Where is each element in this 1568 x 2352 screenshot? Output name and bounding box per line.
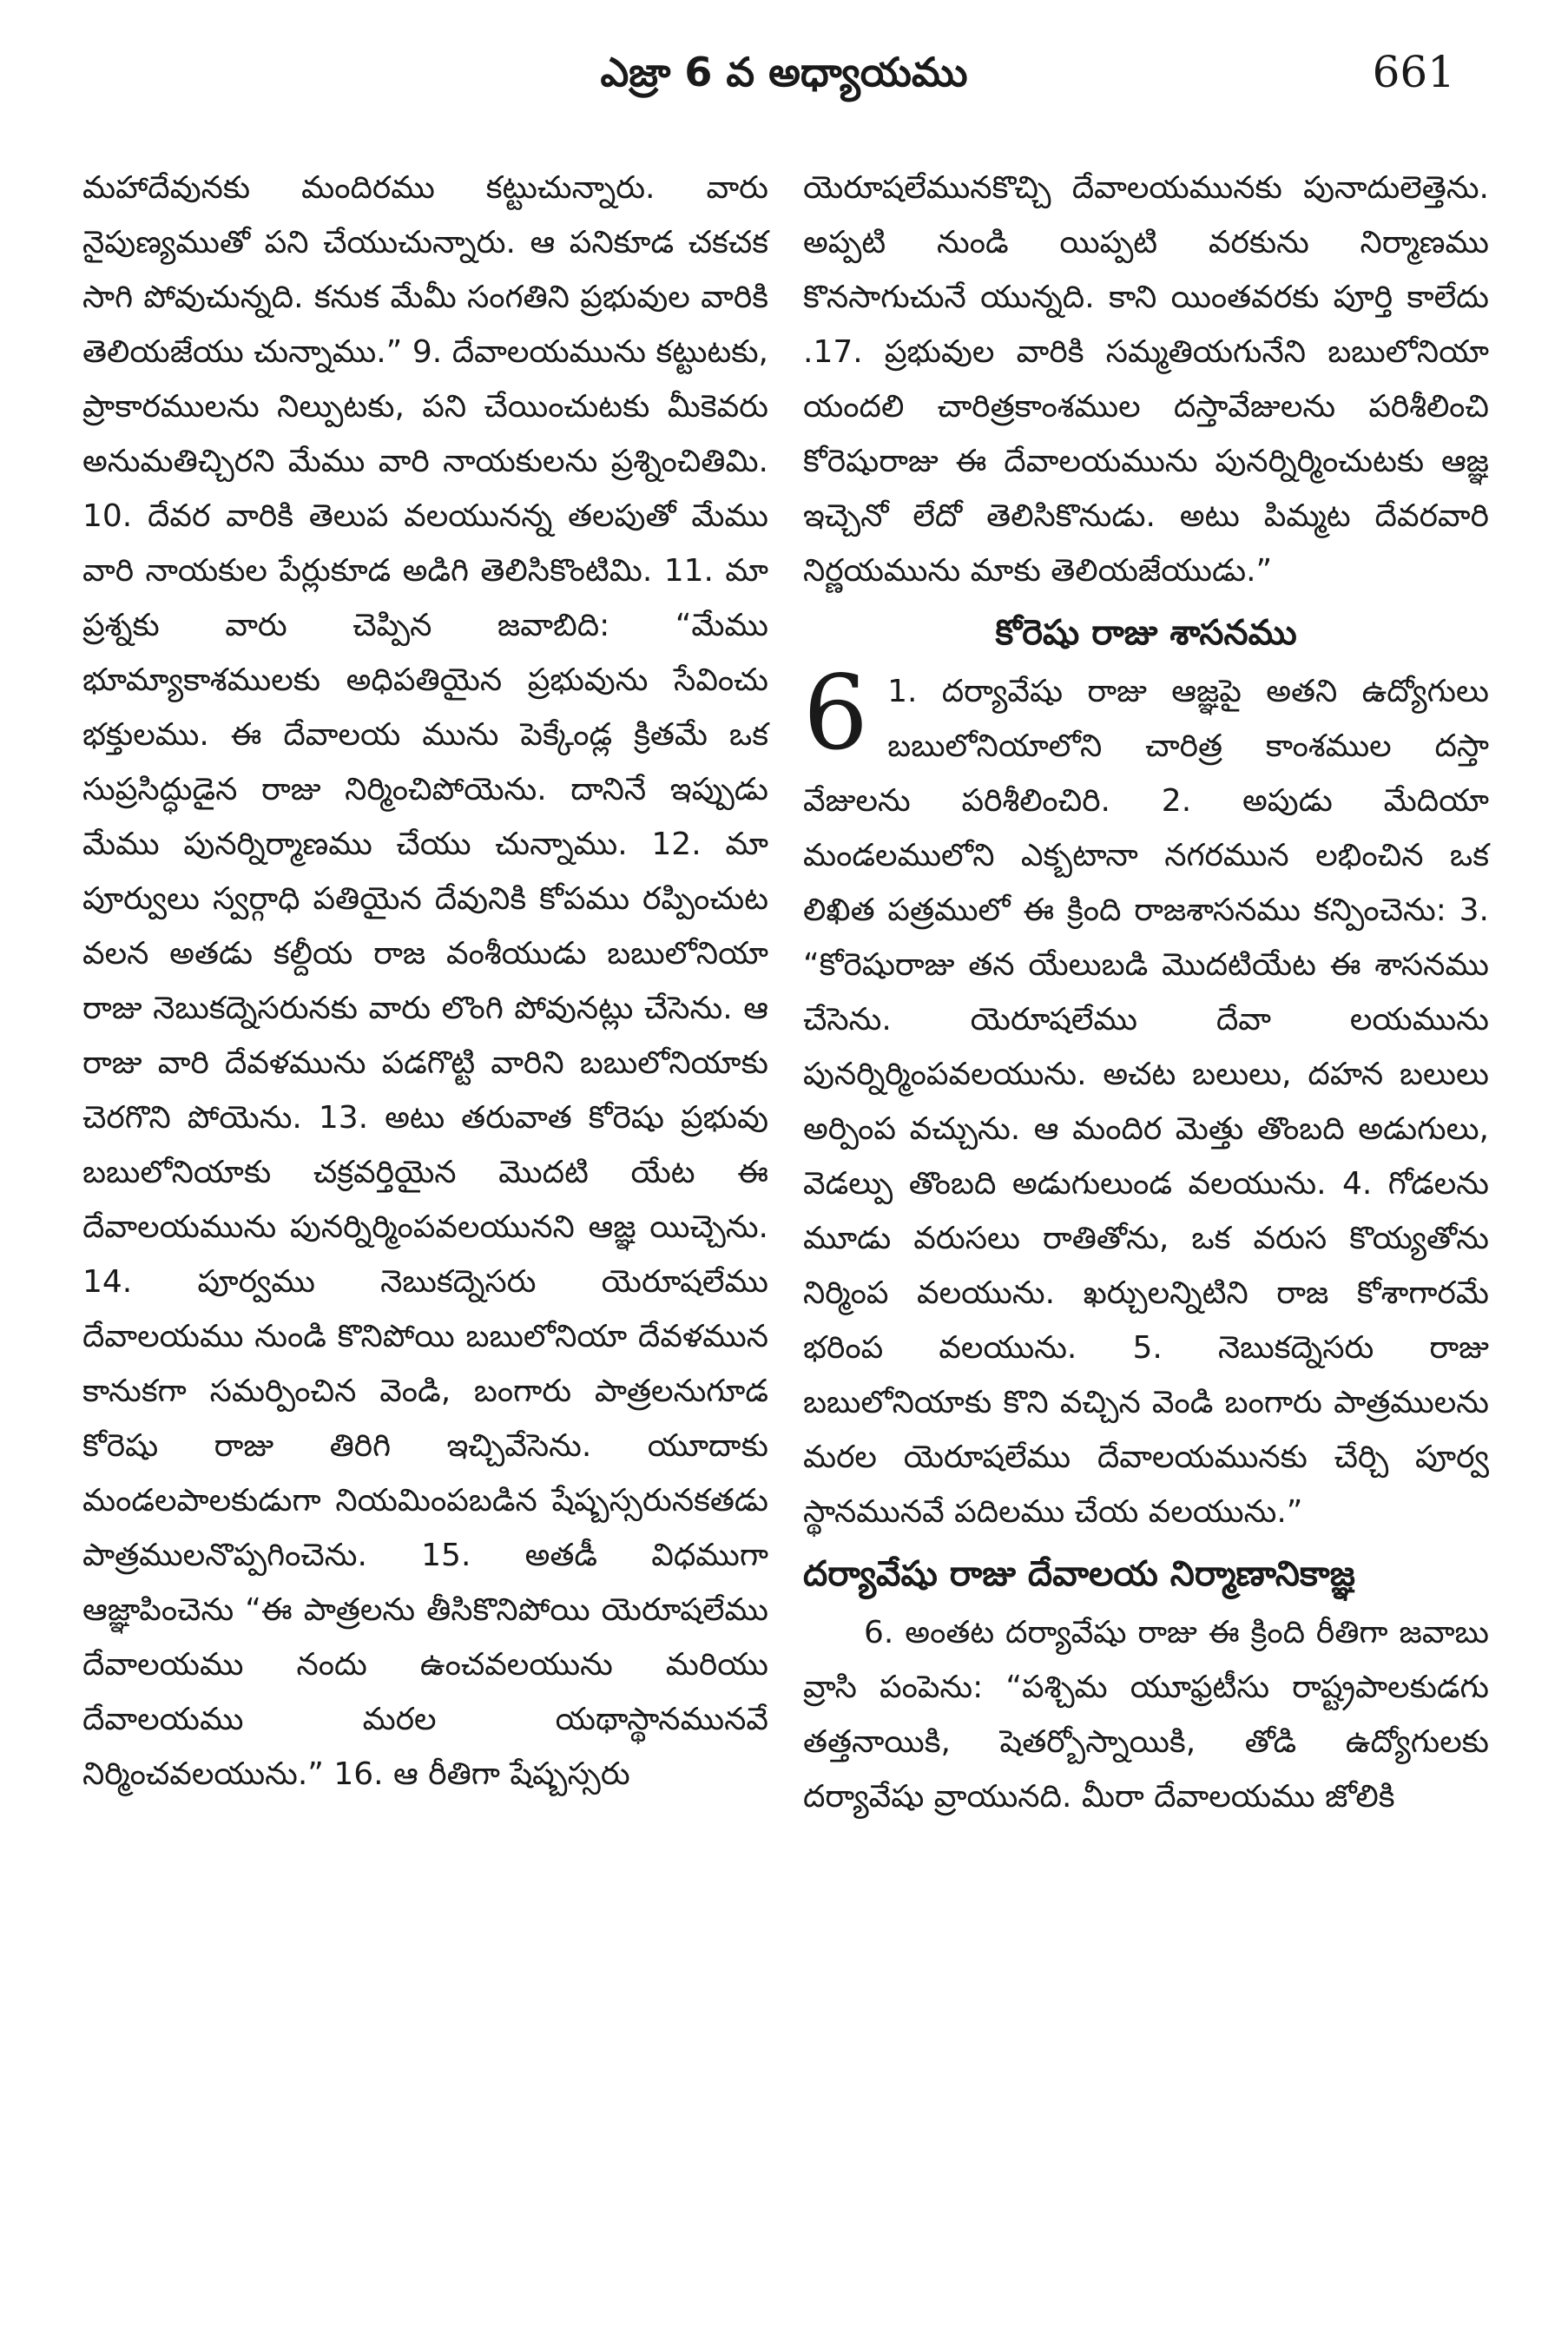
- right-column: [803, 161, 1489, 1824]
- body-paragraph: 6. అంతట దర్యావేషు రాజు ఈ క్రింది రీతిగా జవాబు వ్రాసి పంపెను: “పశ్చిమ యూఫ్రటీసు రాష్ట్రపాలకుడగు తత్తనాయికి, షెతర్బోస్నాయికి, తోడి ఉద్యోగులకు దర్యావేషు వ్రాయునది. మీరా దేవాలయము జోలికి: [803, 1615, 1489, 1815]
- chapter-title: ఎజ్రా 6 వ అధ్యాయము: [600, 49, 968, 96]
- running-header: [0, 42, 1568, 111]
- section-heading: కోరెషు రాజు శాసనము: [995, 613, 1297, 653]
- chapter-number-drop-cap: 6: [803, 653, 869, 773]
- body-paragraph: మహాదేవునకు మందిరము కట్టుచున్నారు. వారు నైపుణ్యముతో పని చేయుచున్నారు. ఆ పనికూడ చకచక సాగి పోవుచున్నది. కనుక మేమీ సంగతిని ప్రభువుల వారికి తెలియజేయు చున్నాము.” 9. దేవాలయమును కట్టుటకు, ప్రాకారములను నిల్పుటకు, పని చేయించుటకు మీకెవరు అనుమతిచ్చిరని మేము వారి నాయకులను ప్రశ్నించితిమి. 10. దేవర వారికి తెలుప వలయునన్న తలపుతో మేము వారి నాయకుల పేర్లుకూడ అడిగి తెలిసికొంటిమి. 11. మా ప్రశ్నకు వారు చెప్పిన జవాబిది: “మేము భూమ్యాకాశములకు అధిపతియైన ప్రభువును సేవించు భక్తులము. ఈ దేవాలయ మును పెక్కేండ్ల క్రితమే ఒక సుప్రసిద్ధుడైన రాజు నిర్మించిపోయెను. దానినే ఇప్పుడు మేము పునర్నిర్మాణము చేయు చున్నాము. 12. మా పూర్వులు స్వర్గాధి పతియైన దేవునికి కోపము రప్పించుట వలన అతడు కల్దీయ రాజ వంశీయుడు బబులోనియా రాజు నెబుకద్నెసరునకు వారు లొంగి పోవునట్లు చేసెను. ఆ రాజు వారి దేవళమును పడగొట్టి వారిని బబులోనియాకు చెరగొని పోయెను. 13. అటు తరువాత కోరెషు ప్రభువు బబులోనియాకు చక్రవర్తియైన మొదటి యేట ఈ దేవాలయమును పునర్నిర్మింపవలయునని ఆజ్ఞ యిచ్చెను. 14. పూర్వము నెబుకద్నెసరు యెరూషలేము దేవాలయము నుండి కొనిపోయి బబులోనియా దేవళమున కానుకగా సమర్పించిన వెండి, బంగారు పాత్రలనుగూడ కోరెషు రాజు తిరిగి ఇచ్చివేసెను. యూదాకు మండలపాలకుడుగా నియమింపబడిన షేష్బస్సరునకతడు పాత్రములనొప్పగించెను. 15. అతడీ విధముగా ఆజ్ఞాపించెను “ఈ పాత్రలను తీసికొనిపోయి యెరూషలేము దేవాలయము నందు ఉంచవలయును మరియు దేవాలయము మరల యథాస్థానమునవే నిర్మించవలయును.” 16. ఆ రీతిగా షేష్బస్సరు: [82, 170, 768, 1792]
- left-column: [82, 161, 768, 1802]
- body-paragraph: యెరూషలేమునకొచ్చి దేవాలయమునకు పునాదులెత్తెను. అప్పటి నుండి యిప్పటి వరకును నిర్మాణము కొనసాగుచునే యున్నది. కాని యింతవరకు పూర్తి కాలేదు .17. ప్రభువుల వారికి సమ్మతియగునేని బబులోనియా యందలి చారిత్రకాంశముల దస్తావేజులను పరిశీలించి కోరెషురాజు ఈ దేవాలయమును పునర్నిర్మించుటకు ఆజ్ఞ ఇచ్చెనో లేదో తెలిసికొనుడు. అటు పిమ్మట దేవరవారి నిర్ణయమును మాకు తెలియజేయుడు.”: [803, 170, 1489, 589]
- page-number: 661: [1372, 47, 1455, 97]
- chapter-opening-paragraph: [803, 653, 1489, 1539]
- section-heading: దర్యావేషు రాజు దేవాలయ నిర్మాణానికాజ్ఞ: [803, 1554, 1355, 1594]
- chapter-paragraph-text: 1. దర్యావేషు రాజు ఆజ్ఞపై అతని ఉద్యోగులు బబులోనియాలోని చారిత్ర కాంశముల దస్తా వేజులను పరిశీలించిరి. 2. అపుడు మేదియా మండలములోని ఎక్బటానా నగరమున లభించిన ఒక లిఖిత పత్రములో ఈ క్రింది రాజశాసనము కన్పించెను: 3. “కోరెషురాజు తన యేలుబడి మొదటియేట ఈ శాసనము చేసెను. యెరూషలేము దేవా లయమును పునర్నిర్మింపవలయును. అచట బలులు, దహన బలులు అర్పింప వచ్చును. ఆ మందిర మెత్తు తొంబది అడుగులు, వెడల్పు తొంబది అడుగులుండ వలయును. 4. గోడలను మూడు వరుసలు రాతితోను, ఒక వరుస కొయ్యతోను నిర్మింప వలయును. ఖర్చులన్నిటిని రాజ కోశాగారమే భరింప వలయును. 5. నెబుకద్నెసరు రాజు బబులోనియాకు కొని వచ్చిన వెండి బంగారు పాత్రములను మరల యెరూషలేము దేవాలయమునకు చేర్చి పూర్వ స్థానమునవే పదిలము చేయ వలయును.”: [803, 674, 1489, 1530]
